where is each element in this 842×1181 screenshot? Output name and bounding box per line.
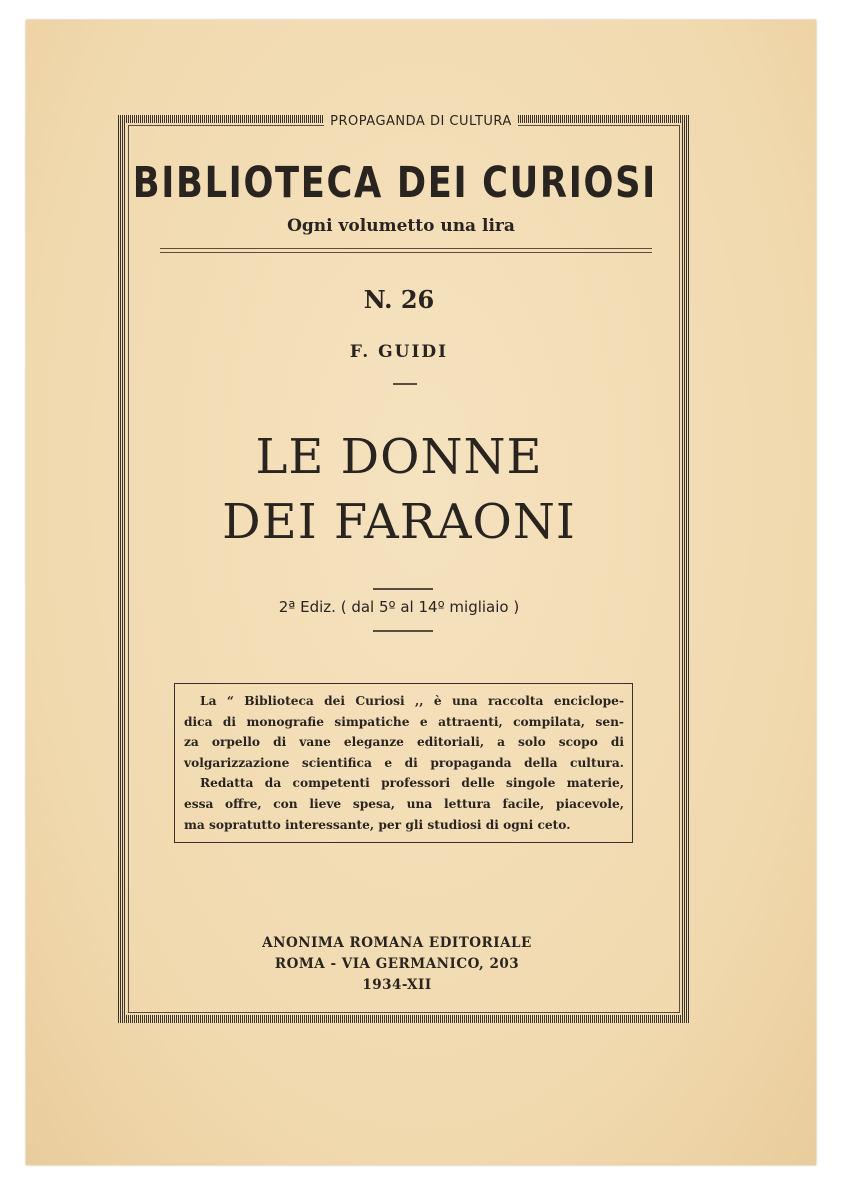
- double-rule-top: [160, 248, 652, 249]
- book-title: [0, 425, 820, 555]
- publisher-block: [0, 933, 818, 996]
- edition: 2ª Ediz. ( dal 5º al 14º migliaio ): [278, 598, 520, 616]
- description-line: essa offre, con lieve spesa, una lettura facile, piacevole,: [184, 796, 624, 811]
- book-title-line: LE DONNE: [255, 429, 543, 485]
- publisher-name: ANONIMA ROMANA EDITORIALE: [262, 935, 532, 951]
- volume-number: N. 26: [363, 285, 435, 314]
- publication-year: 1934-XII: [362, 977, 432, 993]
- description-line: ma sopratutto interessante, per gli studiosi di ogni ceto.: [184, 817, 571, 832]
- inner-border: [128, 125, 680, 1013]
- collection-subtitle: Ogni volumetto una lira: [287, 216, 515, 236]
- description-line: La “ Biblioteca dei Curiosi ,, è una raccolta enciclope-: [200, 694, 624, 708]
- description-line: volgarizzazione scientifica e di propaganda della cultura.: [184, 755, 624, 770]
- author: F. GUIDI: [349, 342, 449, 362]
- book-title-line: DEI FARAONI: [222, 494, 576, 550]
- collection-title: BIBLIOTECA DEI CURIOSI: [132, 158, 657, 208]
- description-box: [174, 683, 633, 843]
- publisher-address: ROMA - VIA GERMANICO, 203: [274, 956, 520, 972]
- short-divider: [393, 383, 417, 385]
- double-rule-bottom: [160, 252, 652, 253]
- series-label: PROPAGANDA DI CULTURA: [0, 114, 842, 129]
- edition-rule-top: [373, 588, 433, 590]
- description-line: dica di monografie simpatiche e attraenti, compilata, sen-: [184, 714, 624, 729]
- description-line: Redatta da competenti professori delle singole materie,: [200, 776, 624, 791]
- edition-rule-bottom: [373, 630, 433, 632]
- description-line: za orpello di vane eleganze editoriali, a solo scopo di: [184, 735, 624, 750]
